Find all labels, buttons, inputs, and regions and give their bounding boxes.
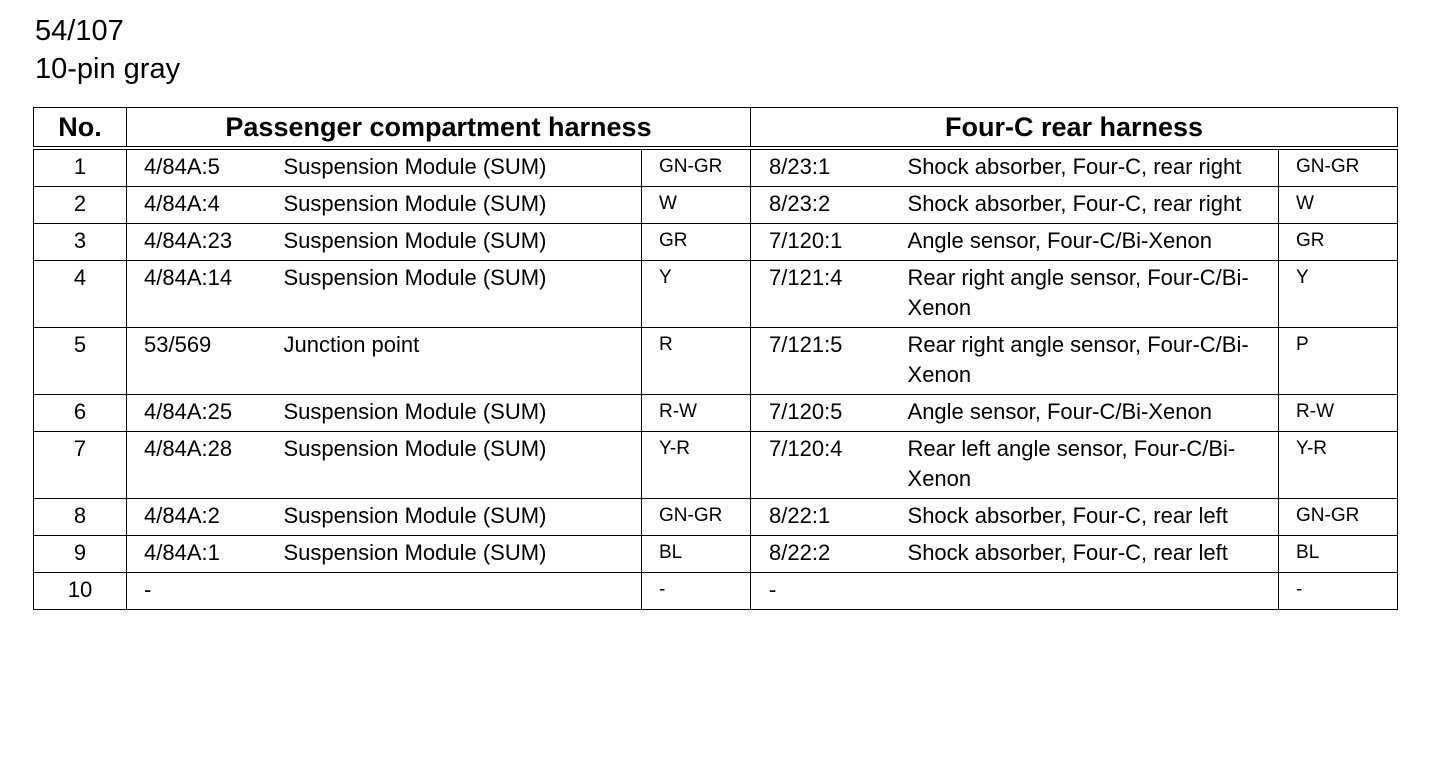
header-rear-harness: Four-C rear harness: [751, 108, 1398, 149]
rear-connector-pin: 8/23:1: [751, 148, 908, 187]
pin-number: 10: [34, 573, 127, 610]
rear-connector-pin: 7/120:4: [751, 432, 908, 499]
table-row: [34, 187, 1398, 224]
passenger-wire-color: GR: [642, 224, 751, 261]
rear-component: Shock absorber, Four-C, rear left: [908, 499, 1279, 536]
pin-number: 4: [34, 261, 127, 328]
rear-connector-pin: 8/22:2: [751, 536, 908, 573]
connector-description: 10-pin gray: [35, 53, 181, 85]
passenger-wire-color: W: [642, 187, 751, 224]
passenger-wire-color: -: [642, 573, 751, 610]
rear-wire-color: P: [1279, 328, 1398, 395]
pin-number: 2: [34, 187, 127, 224]
table-row: [34, 395, 1398, 432]
header-passenger-harness: Passenger compartment harness: [127, 108, 751, 149]
passenger-wire-color: R: [642, 328, 751, 395]
passenger-component: Junction point: [284, 328, 642, 395]
pinout-table: [33, 107, 1398, 610]
rear-connector-pin: 8/23:2: [751, 187, 908, 224]
pin-number: 6: [34, 395, 127, 432]
table-row: [34, 224, 1398, 261]
rear-component: Shock absorber, Four-C, rear left: [908, 536, 1279, 573]
passenger-connector-pin: 4/84A:14: [127, 261, 284, 328]
table-row: [34, 536, 1398, 573]
passenger-connector-pin: 4/84A:25: [127, 395, 284, 432]
rear-wire-color: R-W: [1279, 395, 1398, 432]
pin-number: 7: [34, 432, 127, 499]
rear-wire-color: W: [1279, 187, 1398, 224]
rear-component: Angle sensor, Four-C/Bi-Xenon: [908, 224, 1279, 261]
passenger-component: Suspension Module (SUM): [284, 187, 642, 224]
rear-component: [908, 573, 1279, 610]
rear-component: Angle sensor, Four-C/Bi-Xenon: [908, 395, 1279, 432]
rear-connector-pin: 7/121:4: [751, 261, 908, 328]
connector-id: 54/107: [35, 15, 124, 47]
rear-connector-pin: 7/120:1: [751, 224, 908, 261]
rear-component: Rear right angle sensor, Four-C/Bi-Xenon: [908, 261, 1279, 328]
rear-connector-pin: 8/22:1: [751, 499, 908, 536]
passenger-wire-color: GN-GR: [642, 148, 751, 187]
rear-component: Shock absorber, Four-C, rear right: [908, 148, 1279, 187]
rear-wire-color: GR: [1279, 224, 1398, 261]
passenger-component: Suspension Module (SUM): [284, 499, 642, 536]
rear-wire-color: Y: [1279, 261, 1398, 328]
passenger-wire-color: BL: [642, 536, 751, 573]
passenger-connector-pin: 4/84A:2: [127, 499, 284, 536]
passenger-component: Suspension Module (SUM): [284, 148, 642, 187]
passenger-component: Suspension Module (SUM): [284, 261, 642, 328]
table-row: [34, 573, 1398, 610]
passenger-wire-color: GN-GR: [642, 499, 751, 536]
rear-connector-pin: -: [751, 573, 908, 610]
header-no: No.: [34, 108, 127, 149]
pin-number: 1: [34, 148, 127, 187]
passenger-wire-color: Y-R: [642, 432, 751, 499]
rear-wire-color: -: [1279, 573, 1398, 610]
passenger-connector-pin: 53/569: [127, 328, 284, 395]
rear-component: Rear left angle sensor, Four-C/Bi-Xenon: [908, 432, 1279, 499]
table-header-row: [34, 108, 1398, 149]
table-row: [34, 499, 1398, 536]
passenger-component: [284, 573, 642, 610]
passenger-connector-pin: 4/84A:28: [127, 432, 284, 499]
rear-wire-color: GN-GR: [1279, 148, 1398, 187]
table-row: [34, 261, 1398, 328]
rear-wire-color: GN-GR: [1279, 499, 1398, 536]
pin-number: 9: [34, 536, 127, 573]
passenger-connector-pin: 4/84A:5: [127, 148, 284, 187]
passenger-wire-color: R-W: [642, 395, 751, 432]
rear-wire-color: Y-R: [1279, 432, 1398, 499]
passenger-connector-pin: 4/84A:1: [127, 536, 284, 573]
rear-component: Rear right angle sensor, Four-C/Bi-Xenon: [908, 328, 1279, 395]
rear-component: Shock absorber, Four-C, rear right: [908, 187, 1279, 224]
table-row: [34, 328, 1398, 395]
table-row: [34, 148, 1398, 187]
rear-wire-color: BL: [1279, 536, 1398, 573]
passenger-component: Suspension Module (SUM): [284, 224, 642, 261]
rear-connector-pin: 7/120:5: [751, 395, 908, 432]
passenger-wire-color: Y: [642, 261, 751, 328]
passenger-connector-pin: 4/84A:23: [127, 224, 284, 261]
passenger-connector-pin: -: [127, 573, 284, 610]
passenger-component: Suspension Module (SUM): [284, 432, 642, 499]
pin-number: 5: [34, 328, 127, 395]
passenger-component: Suspension Module (SUM): [284, 536, 642, 573]
pin-number: 8: [34, 499, 127, 536]
pin-number: 3: [34, 224, 127, 261]
rear-connector-pin: 7/121:5: [751, 328, 908, 395]
passenger-component: Suspension Module (SUM): [284, 395, 642, 432]
passenger-connector-pin: 4/84A:4: [127, 187, 284, 224]
table-row: [34, 432, 1398, 499]
